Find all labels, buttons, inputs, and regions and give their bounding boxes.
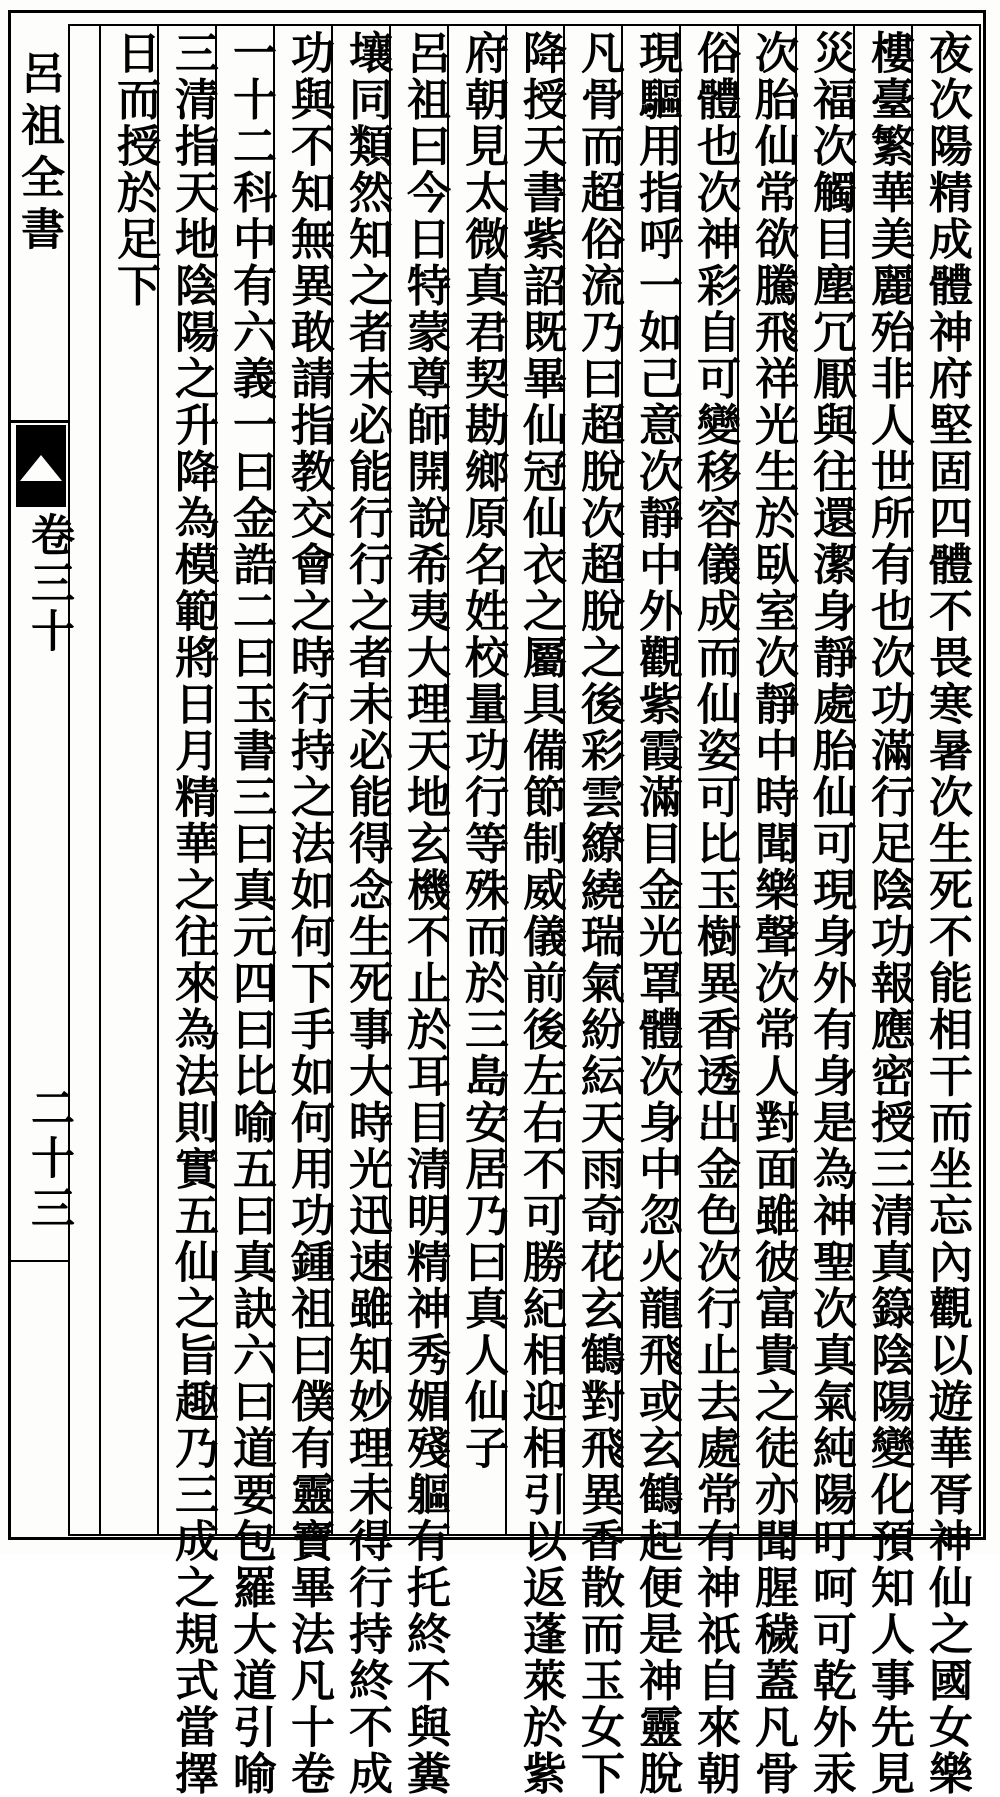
text-column [106,30,162,1530]
text-column [686,30,742,1797]
text-column [802,30,858,1797]
column-text: 一十二科中有六義一曰金誥二曰玉書三曰真元四曰比喻五曰真訣六曰道要包羅大道引喻 [225,30,276,1797]
text-column [454,30,510,1530]
column-text: 樓臺繁華美麗殆非人世所有也次功滿行足陰功報應密授三清真籙陰陽變化預知人事先見 [863,30,914,1797]
margin-divider-lower [10,1260,70,1262]
fish-tail-mark-icon [16,425,66,507]
text-column [512,30,568,1797]
column-text: 凡骨而超俗流乃曰超脫次超脫之後彩雲繚繞瑞氣紛紜天雨奇花玄鶴對飛異香散而玉女下 [573,30,624,1797]
text-column [918,30,974,1797]
text-column [338,30,394,1797]
column-text: 次胎仙常欲騰飛祥光生於臥室次靜中時聞樂聲次常人對面雖彼富貴之徒亦聞腥穢蓋凡骨 [747,30,798,1797]
text-column [164,30,220,1797]
column-text: 府朝見太微真君契勘鄉原名姓校量功行等殊而於三島安居乃曰真人仙子 [457,30,508,1472]
column-text: 現驅用指呼一如己意次靜中外觀紫霞滿目金光罩體次身中忽火龍飛或玄鶴起便是神靈脫 [631,30,682,1797]
column-text: 俗體也次神彩自可變移容儀成而仙姿可比玉樹異香透出金色次行止去處常有神祇自來朝 [689,30,740,1797]
column-text: 災福次觸目塵冗厭與往還潔身靜處胎仙可現身外有身是為神聖次真氣純陽吁呵可乾外汞 [805,30,856,1797]
column-text: 夜次陽精成體神府堅固四體不畏寒暑次生死不能相干而坐忘內觀以遊華胥神仙之國女樂 [921,30,972,1797]
margin-divider [10,420,70,423]
column-text: 日而授於足下 [109,30,160,309]
column-text: 降授天書紫詔既畢仙冠仙衣之屬具備節制威儀前後左右不可勝紀相迎相引以返蓬萊於紫 [515,30,566,1797]
text-column [396,30,452,1797]
column-rule [99,26,101,1534]
column-text: 呂祖曰今日特蒙尊師開說希夷大理天地玄機不止於耳目清明精神秀媚殘軀有托終不與糞 [399,30,450,1797]
text-column [570,30,626,1797]
text-column [860,30,916,1797]
volume-label: 卷三十 [23,512,74,656]
column-text: 壤同類然知之者未必能行行之者未必能得念生死事大時光迅速雖知妙理未得行持終不成 [341,30,392,1797]
page-number: 二十三 [23,1085,74,1235]
column-text: 功與不知無異敢請指教交會之時行持之法如何下手如何用功鍾祖曰僕有靈寶畢法凡十卷 [283,30,334,1797]
text-column [222,30,278,1797]
book-title: 呂祖全書 [13,50,64,258]
text-column [744,30,800,1797]
text-column [628,30,684,1797]
column-text: 三清指天地陰陽之升降為模範將日月精華之往來為法則實五仙之旨趣乃三成之規式當擇 [167,30,218,1797]
text-column [280,30,336,1797]
block-heart-margin [10,30,74,1535]
